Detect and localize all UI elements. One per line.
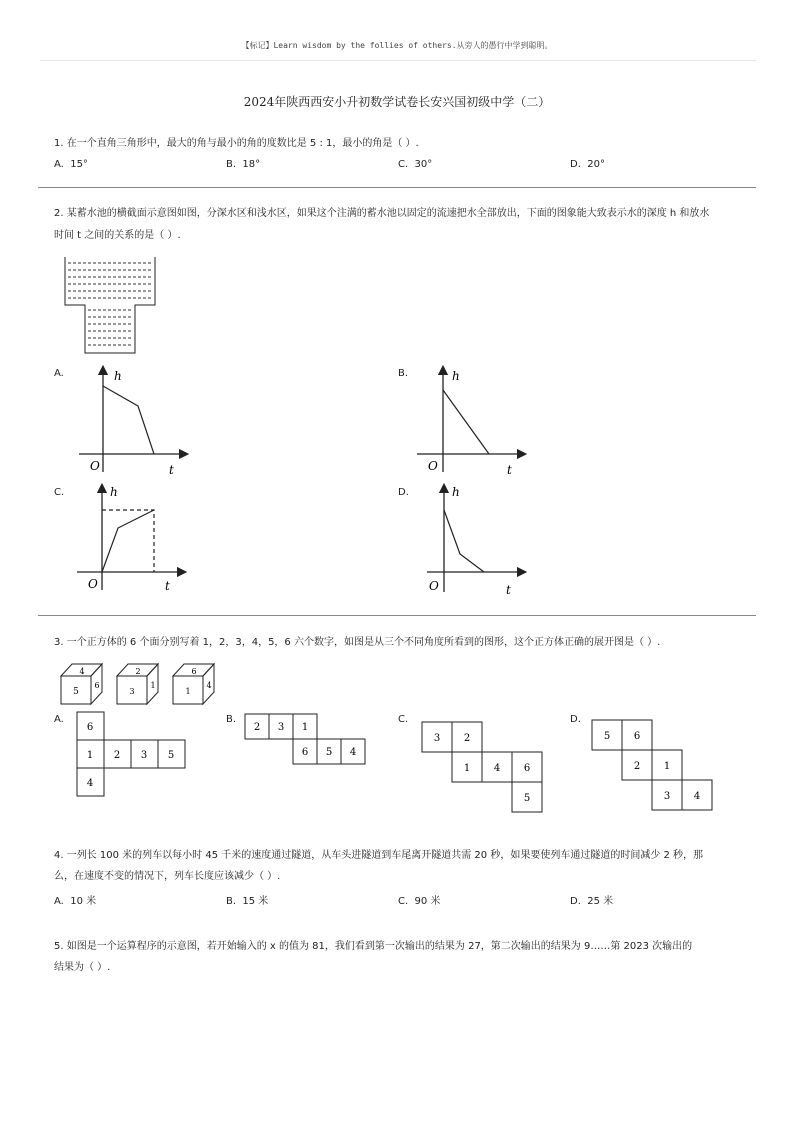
- q1-option-c: C. 30°: [398, 159, 433, 170]
- net-b-label: B.: [226, 714, 237, 725]
- net-d-label: D.: [570, 714, 581, 725]
- graph-b: [412, 362, 532, 480]
- graph-d-axis-t: t: [506, 583, 511, 597]
- cube-3-side: 4: [206, 681, 212, 690]
- q2-stem-line1: 2. 某蓄水池的横截面示意图如图，分深水区和浅水区，如果这个注满的蓄水池以固定的流速把水全部放出，下面的图象能大致表示水的深度 h 和放水: [54, 208, 710, 219]
- graph-d-origin: O: [429, 579, 439, 593]
- section-divider: [38, 187, 756, 188]
- graph-a-origin: O: [90, 459, 100, 473]
- net-c: [420, 720, 546, 814]
- q4-stem-line1: 4. 一列长 100 米的列车以每小时 45 千米的速度通过隧道，从车头进隧道到车尾离开隧道共需 20 秒，如果要使列车通过隧道的时间减少 2 秒，那: [54, 850, 704, 861]
- cube-1-top: 4: [79, 667, 85, 676]
- q1-option-d: D. 20°: [570, 159, 605, 170]
- net-b-face: 3: [277, 722, 285, 733]
- q4-option-d: D. 25 米: [570, 896, 614, 907]
- net-b-face: 2: [253, 722, 261, 733]
- net-a: [75, 710, 190, 800]
- cube-views: [58, 660, 228, 708]
- graph-b-label: B.: [398, 368, 409, 379]
- cube-2-side: 1: [150, 681, 156, 690]
- net-b: [243, 712, 371, 770]
- q4-option-c: C. 90 米: [398, 896, 441, 907]
- net-b-face: 4: [349, 747, 357, 758]
- net-a-label: A.: [54, 714, 64, 725]
- section-divider: [38, 615, 756, 616]
- net-b-face: 1: [301, 722, 309, 733]
- net-c-face: 3: [433, 733, 441, 744]
- q4-option-a: A. 10 米: [54, 896, 97, 907]
- graph-b-axis-h: h: [452, 369, 460, 383]
- net-c-face: 1: [463, 763, 471, 774]
- q5-stem-line2: 结果为（ ）.: [54, 962, 111, 973]
- net-b-face: 5: [325, 747, 333, 758]
- graph-c-label: C.: [54, 487, 65, 498]
- q1-option-a: A. 15°: [54, 159, 88, 170]
- net-c-face: 5: [523, 793, 531, 804]
- net-a-face: 5: [167, 750, 175, 761]
- net-a-face: 1: [86, 750, 94, 761]
- net-a-face: 2: [113, 750, 121, 761]
- net-a-face: 4: [86, 778, 94, 789]
- cube-2-front: 3: [129, 687, 135, 696]
- graph-c-axis-t: t: [165, 579, 170, 593]
- net-d: [590, 718, 716, 812]
- cube-2-top: 2: [135, 667, 141, 676]
- graph-d-axis-h: h: [452, 485, 460, 499]
- page-title: 2024年陕西西安小升初数学试卷长安兴国初级中学（二）: [243, 95, 551, 109]
- q3-stem: 3. 一个正方体的 6 个面分别写着 1，2，3，4，5，6 六个数字，如图是从三个不同角度所看到的图形，这个正方体正确的展开图是（ ）.: [54, 637, 661, 648]
- graph-a-axis-h: h: [114, 369, 122, 383]
- cube-1-front: 5: [73, 687, 79, 697]
- graph-a-label: A.: [54, 368, 64, 379]
- graph-c: [72, 480, 192, 598]
- net-a-face: 3: [140, 750, 148, 761]
- cube-3-front: 1: [185, 687, 191, 696]
- net-d-face: 2: [633, 761, 641, 772]
- net-d-face: 6: [633, 731, 641, 742]
- header-note: 【标记】Learn wisdom by the follies of others.从旁人的愚行中学到聪明。: [241, 41, 553, 50]
- net-a-face: 6: [86, 722, 94, 733]
- q4-option-b: B. 15 米: [226, 896, 269, 907]
- graph-c-axis-h: h: [110, 485, 118, 499]
- graph-d-label: D.: [398, 487, 409, 498]
- net-b-face: 6: [301, 747, 309, 758]
- q5-stem-line1: 5. 如图是一个运算程序的示意图，若开始输入的 x 的值为 81，我们看到第一次输出的结果为 27，第二次输出的结果为 9……第 2023 次输出的: [54, 941, 693, 952]
- q1-stem: 1. 在一个直角三角形中，最大的角与最小的角的度数比是 5 : 1，最小的角是（ ）.: [54, 138, 419, 149]
- net-d-face: 5: [603, 731, 611, 742]
- cube-1-side: 6: [94, 681, 100, 690]
- net-d-face: 4: [693, 791, 701, 802]
- q1-option-b: B. 18°: [226, 159, 261, 170]
- header-divider: [40, 60, 756, 61]
- q2-stem-line2: 时间 t 之间的关系的是（ ）.: [54, 230, 181, 241]
- net-c-face: 2: [463, 733, 471, 744]
- net-d-face: 1: [663, 761, 671, 772]
- net-c-label: C.: [398, 714, 409, 725]
- net-c-face: 4: [493, 763, 501, 774]
- graph-a: [74, 362, 194, 480]
- graph-b-origin: O: [428, 459, 438, 473]
- graph-c-origin: O: [88, 577, 98, 591]
- cube-3-top: 6: [191, 667, 197, 676]
- net-d-face: 3: [663, 791, 671, 802]
- pool-diagram: [60, 255, 160, 357]
- q4-stem-line2: 么，在速度不变的情况下，列车长度应该减少（ ）.: [54, 871, 281, 882]
- graph-b-axis-t: t: [507, 463, 512, 477]
- graph-a-axis-t: t: [169, 463, 174, 477]
- graph-d: [422, 480, 542, 598]
- net-c-face: 6: [523, 763, 531, 774]
